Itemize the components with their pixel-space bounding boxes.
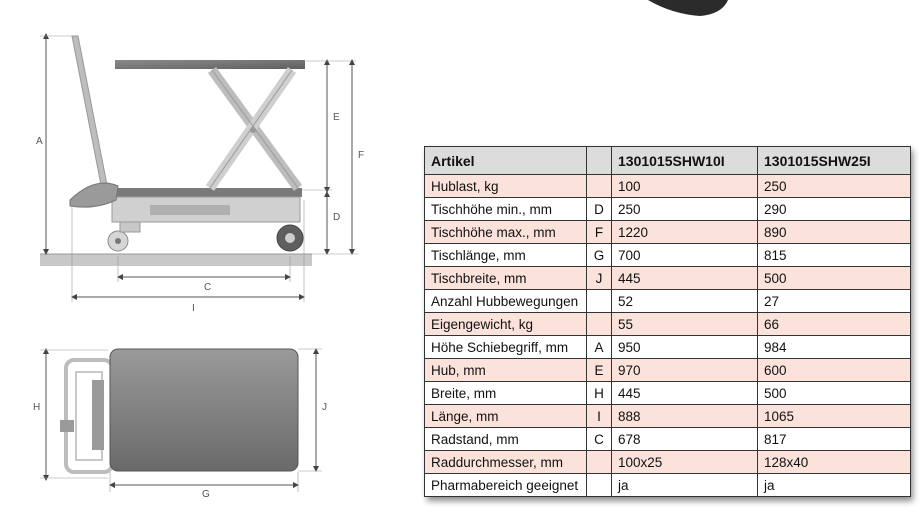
decorative-shape [648,0,728,16]
cell-label: Pharmabereich geeignet [425,474,587,497]
dim-label-h: H [33,402,41,413]
cell-value-model-1: 55 [612,313,758,336]
cell-code: G [587,244,612,267]
cell-value-model-1: 888 [612,405,758,428]
cell-value-model-2: 817 [758,428,911,451]
cell-value-model-1: 700 [612,244,758,267]
cell-value-model-2: 500 [758,382,911,405]
spec-table [424,146,911,497]
table-row [425,451,911,474]
cell-label: Anzahl Hubbewegungen [425,290,587,313]
header-code [587,147,612,175]
cell-value-model-1: 678 [612,428,758,451]
cell-value-model-2: 27 [758,290,911,313]
dim-label-c: C [204,282,212,293]
cell-code: F [587,221,612,244]
cell-label: Länge, mm [425,405,587,428]
cell-label: Hub, mm [425,359,587,382]
table-row [425,336,911,359]
cell-code [587,451,612,474]
cell-value-model-2: 815 [758,244,911,267]
table-row [425,244,911,267]
cell-code: E [587,359,612,382]
cell-value-model-1: 100x25 [612,451,758,474]
table-row [425,221,911,244]
cell-value-model-2: 600 [758,359,911,382]
table-row [425,290,911,313]
table-header-row [425,147,911,175]
cell-code [587,290,612,313]
table-row [425,267,911,290]
cell-code [587,313,612,336]
cell-value-model-2: 290 [758,198,911,221]
dim-label-a: A [36,136,43,147]
spec-table-container [424,146,910,497]
cell-code: D [587,198,612,221]
cell-value-model-2: 66 [758,313,911,336]
cell-label: Tischhöhe min., mm [425,198,587,221]
cell-code: J [587,267,612,290]
cell-label: Tischlänge, mm [425,244,587,267]
cell-value-model-1: 950 [612,336,758,359]
table-row [425,175,911,198]
cell-value-model-2: 984 [758,336,911,359]
table-row [425,313,911,336]
side-view-drawing [36,36,364,314]
dim-label-j: J [322,402,327,413]
cell-label: Höhe Schiebegriff, mm [425,336,587,359]
table-row [425,198,911,221]
table-row [425,405,911,428]
cell-label: Raddurchmesser, mm [425,451,587,474]
cell-value-model-1: 970 [612,359,758,382]
cell-code: I [587,405,612,428]
dim-label-d: D [333,212,341,223]
cell-value-model-2: 890 [758,221,911,244]
table-row [425,428,911,451]
cell-value-model-2: 250 [758,175,911,198]
cell-code: H [587,382,612,405]
cell-label: Eigengewicht, kg [425,313,587,336]
cell-value-model-1: 52 [612,290,758,313]
header-model-2: 1301015SHW25I [758,147,911,175]
cell-label: Tischhöhe max., mm [425,221,587,244]
header-artikel: Artikel [425,147,587,175]
dim-label-f: F [358,150,365,161]
cell-value-model-2: 128x40 [758,451,911,474]
cell-value-model-1: 250 [612,198,758,221]
cell-label: Breite, mm [425,382,587,405]
cell-label: Radstand, mm [425,428,587,451]
dim-label-g: G [202,489,210,500]
cell-value-model-1: 445 [612,267,758,290]
cell-label: Hublast, kg [425,175,587,198]
cell-code [587,175,612,198]
table-row [425,474,911,497]
table-body [425,175,911,497]
top-view-drawing [33,349,327,500]
cell-value-model-1: 445 [612,382,758,405]
cell-value-model-2: 1065 [758,405,911,428]
dim-label-e: E [333,112,340,123]
cell-value-model-2: 500 [758,267,911,290]
cell-code: A [587,336,612,359]
cell-code: C [587,428,612,451]
cell-label: Tischbreite, mm [425,267,587,290]
cell-value-model-1: ja [612,474,758,497]
cell-value-model-1: 100 [612,175,758,198]
table-row [425,359,911,382]
table-row [425,382,911,405]
header-model-1: 1301015SHW10I [612,147,758,175]
cell-code [587,474,612,497]
cell-value-model-1: 1220 [612,221,758,244]
dim-label-i: I [192,303,195,314]
cell-value-model-2: ja [758,474,911,497]
